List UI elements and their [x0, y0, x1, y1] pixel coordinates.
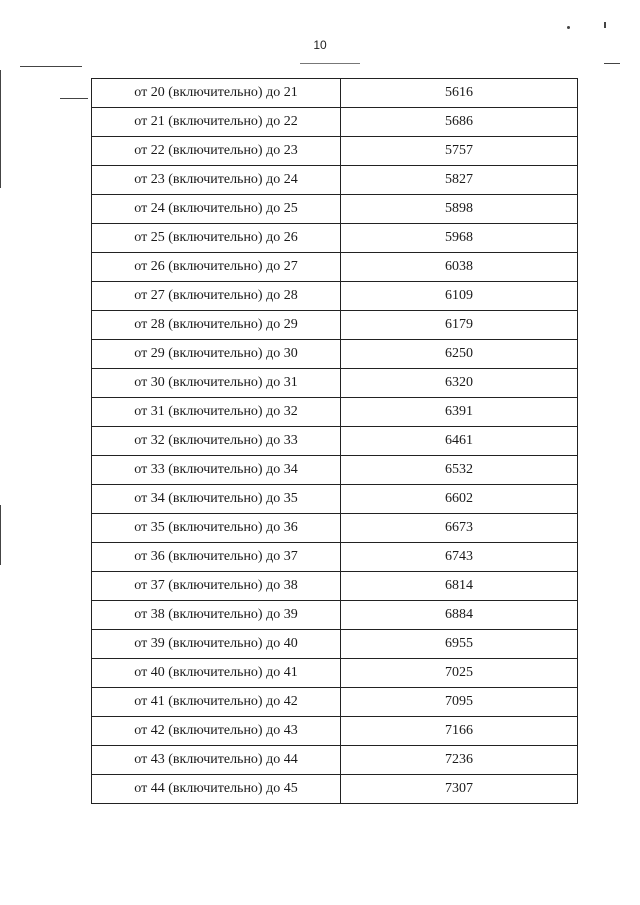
table-row [92, 137, 578, 166]
range-cell: от 43 (включительно) до 44 [92, 746, 341, 775]
table-row [92, 398, 578, 427]
table-row [92, 253, 578, 282]
value-cell: 6179 [341, 311, 578, 340]
value-cell: 5968 [341, 224, 578, 253]
range-cell: от 30 (включительно) до 31 [92, 369, 341, 398]
value-cell: 7095 [341, 688, 578, 717]
table-row [92, 717, 578, 746]
range-cell: от 38 (включительно) до 39 [92, 601, 341, 630]
value-cell: 6461 [341, 427, 578, 456]
table-row [92, 630, 578, 659]
scan-edge-left-upper [0, 70, 1, 188]
range-cell: от 26 (включительно) до 27 [92, 253, 341, 282]
table-row [92, 166, 578, 195]
table-row [92, 195, 578, 224]
value-cell: 7236 [341, 746, 578, 775]
rates-table-body [92, 79, 578, 804]
value-cell: 7166 [341, 717, 578, 746]
table-row [92, 224, 578, 253]
table-row [92, 456, 578, 485]
range-cell: от 37 (включительно) до 38 [92, 572, 341, 601]
range-cell: от 21 (включительно) до 22 [92, 108, 341, 137]
range-cell: от 36 (включительно) до 37 [92, 543, 341, 572]
scan-line-top-middle [300, 63, 360, 64]
value-cell: 6602 [341, 485, 578, 514]
page-number: 10 [313, 38, 327, 52]
value-cell: 6955 [341, 630, 578, 659]
table-row [92, 282, 578, 311]
range-cell: от 41 (включительно) до 42 [92, 688, 341, 717]
value-cell: 6038 [341, 253, 578, 282]
table-row [92, 79, 578, 108]
range-cell: от 20 (включительно) до 21 [92, 79, 341, 108]
value-cell: 6673 [341, 514, 578, 543]
scan-dot-top-right-2 [604, 22, 606, 28]
range-cell: от 33 (включительно) до 34 [92, 456, 341, 485]
table-row [92, 659, 578, 688]
range-cell: от 32 (включительно) до 33 [92, 427, 341, 456]
range-cell: от 27 (включительно) до 28 [92, 282, 341, 311]
range-cell: от 39 (включительно) до 40 [92, 630, 341, 659]
range-cell: от 28 (включительно) до 29 [92, 311, 341, 340]
table-row [92, 688, 578, 717]
table-row [92, 746, 578, 775]
value-cell: 5757 [341, 137, 578, 166]
value-cell: 5827 [341, 166, 578, 195]
table-row [92, 601, 578, 630]
scan-line-top-left [20, 66, 82, 67]
range-cell: от 42 (включительно) до 43 [92, 717, 341, 746]
value-cell: 6320 [341, 369, 578, 398]
table-row [92, 514, 578, 543]
value-cell: 6109 [341, 282, 578, 311]
range-cell: от 25 (включительно) до 26 [92, 224, 341, 253]
value-cell: 6391 [341, 398, 578, 427]
range-cell: от 40 (включительно) до 41 [92, 659, 341, 688]
table-row [92, 108, 578, 137]
table-row [92, 427, 578, 456]
table-row [92, 311, 578, 340]
value-cell: 5898 [341, 195, 578, 224]
range-cell: от 44 (включительно) до 45 [92, 775, 341, 804]
value-cell: 6814 [341, 572, 578, 601]
rates-table [91, 78, 578, 804]
value-cell: 6532 [341, 456, 578, 485]
table-row [92, 543, 578, 572]
value-cell: 6884 [341, 601, 578, 630]
value-cell: 5686 [341, 108, 578, 137]
range-cell: от 24 (включительно) до 25 [92, 195, 341, 224]
range-cell: от 35 (включительно) до 36 [92, 514, 341, 543]
range-cell: от 34 (включительно) до 35 [92, 485, 341, 514]
range-cell: от 23 (включительно) до 24 [92, 166, 341, 195]
scan-dash-left [60, 98, 88, 99]
value-cell: 6743 [341, 543, 578, 572]
scan-dot-top-right [567, 26, 570, 29]
value-cell: 7307 [341, 775, 578, 804]
range-cell: от 29 (включительно) до 30 [92, 340, 341, 369]
table-row [92, 485, 578, 514]
table-row [92, 369, 578, 398]
table-row [92, 775, 578, 804]
scan-line-top-right [604, 63, 620, 64]
value-cell: 7025 [341, 659, 578, 688]
range-cell: от 31 (включительно) до 32 [92, 398, 341, 427]
range-cell: от 22 (включительно) до 23 [92, 137, 341, 166]
table-row [92, 340, 578, 369]
value-cell: 6250 [341, 340, 578, 369]
value-cell: 5616 [341, 79, 578, 108]
table-row [92, 572, 578, 601]
scan-edge-left-lower [0, 505, 1, 565]
